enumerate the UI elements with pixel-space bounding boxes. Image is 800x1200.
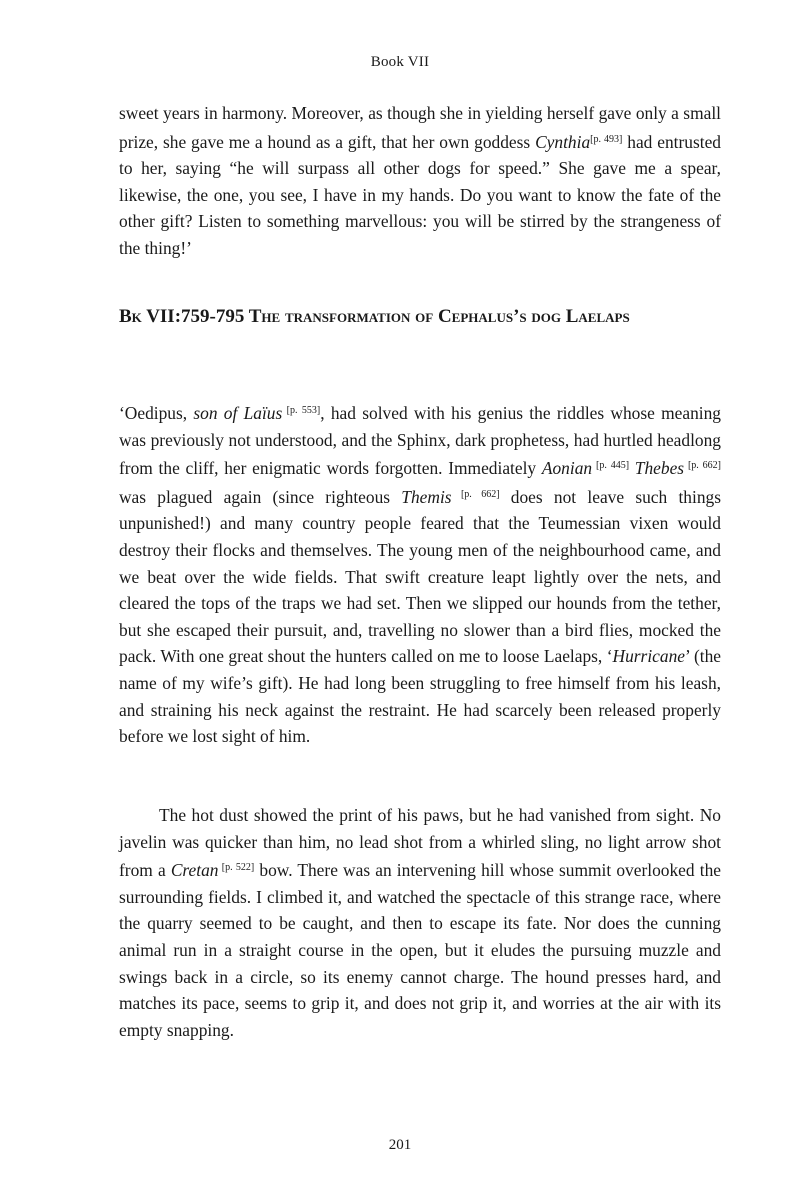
page-number: 201 (388, 1137, 412, 1153)
text-run: , had solved with his genius the riddles whose meaning was previously not understood, and the Sphinx, dark prophetess, had hurtled headlong from the cliff, her enigmatic words forgotten. Immediately (119, 403, 721, 479)
italic-term: Hurricane (612, 646, 685, 667)
paragraph-the-chase (119, 802, 721, 1043)
italic-term: Themis (401, 486, 452, 507)
italic-term: Cretan (170, 860, 219, 881)
page-reference: [p. 493] (590, 133, 623, 145)
page-reference: [p. 522] (218, 862, 255, 874)
section-heading: Bk VII:759-795 The transformation of Cephalus’s dog Laelaps (119, 306, 630, 327)
text-run: was plagued again (since righteous (119, 486, 402, 507)
page-reference: [p. 662] (684, 460, 721, 472)
italic-term: Cynthia (535, 131, 591, 152)
text-run: does not leave such things unpunished!) and many country people feared that the Teumessian vixen would destroy their flocks and themselves. The young men of the neighbourhood came, and we beat over the wide fields. That swift creature leapt lightly over the nets, and cleared the tops of the traps we had set. Then we slipped our hounds from the tether, but she escaped their pursuit, and, travelling no slower than a bird flies, mocked the pack. With one great shout the hunters called on me to loose Laelaps, ‘ (119, 486, 721, 667)
text-run: The hot dust showed the print of his paws, but he had vanished from sight. No javelin was quicker than him, no lead shot from a whirled sling, no light arrow shot from a (119, 805, 721, 881)
text-run: had entrusted to her, saying “he will surpass all other dogs for speed.” She gave me a spear, likewise, the one, you see, I have in my hands. Do you want to know the fate of the other gift? Listen to something marvellous: you will be stirred by the strangeness of the thing!’ (119, 131, 721, 258)
paragraph-teumessian-vixen (119, 398, 721, 750)
italic-term: Aonian (541, 458, 593, 479)
italic-term: Thebes (634, 458, 685, 479)
text-run: sweet years in harmony. Moreover, as though she in yielding herself gave only a small prize, she gave me a hound as a gift, that her own goddess (119, 103, 721, 152)
text-run: bow. There was an intervening hill whose summit overlooked the surrounding fields. I climbed it, and watched the spectacle of this strange race, where the quarry seemed to be caught, and then to escape its fate. Nor does the cunning animal run in a straight course in the open, but it eludes the pursuing muzzle and swings back in a circle, so its enemy cannot charge. The hound presses hard, and matches its pace, seems to grip it, and does not grip it, and worries at the air with its empty snapping. (119, 860, 721, 1040)
page-reference: [p. 445] (592, 460, 630, 472)
page-reference: [p. 662] (451, 488, 500, 500)
text-run: ‘Oedipus, (119, 403, 194, 423)
text-run: ’ (the name of my wife’s gift). He had long been struggling to free himself from his leash, and straining his neck against the restraint. He had scarcely been released properly before we lost sight of him. (119, 646, 721, 747)
italic-term: son of Laïus (193, 403, 283, 423)
paragraph-cynthia-gift (119, 100, 721, 262)
page-reference: [p. 553] (282, 405, 321, 416)
running-head: Book VII (370, 54, 430, 70)
